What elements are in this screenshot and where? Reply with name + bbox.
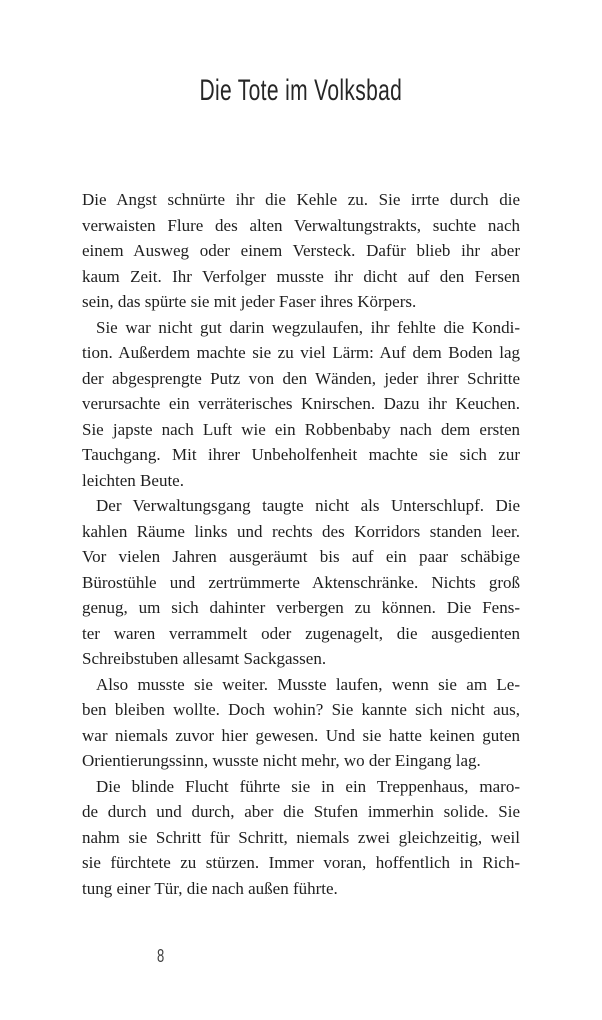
text-line: kahlen Räume links und rechts des Korridors standen leer. xyxy=(82,521,520,541)
text-line: tung einer Tür, die nach außen führte. xyxy=(82,878,338,898)
text-line: Tauchgang. Mit ihrer Unbeholfenheit machte sie sich zur xyxy=(82,445,520,464)
text-line: Schreibstuben allesamt Sackgassen. xyxy=(82,649,327,668)
text-line: der abgesprengte Putz von den Wänden, jeder ihrer Schritte xyxy=(82,368,520,388)
text-line: ter waren verrammelt oder zugenagelt, die ausgedienten xyxy=(82,623,520,643)
text-line: kaum Zeit. Ihr Verfolger musste ihr dicht auf den Fersen xyxy=(82,266,520,286)
text-line: verursachte ein verräterisches Knirschen. Dazu ihr Keuchen. xyxy=(82,394,520,413)
paragraph xyxy=(82,315,520,494)
text-line: Vor vielen Jahren ausgeräumt bis auf ein paar schäbige xyxy=(82,547,520,566)
page-body xyxy=(82,187,520,901)
text-line: nahm sie Schritt für Schritt, niemals zwei gleichzeitig, weil xyxy=(82,827,520,847)
text-line: Die Angst schnürte ihr die Kehle zu. Sie irrte durch die xyxy=(82,190,520,209)
chapter-title xyxy=(0,73,602,109)
text-line: Orientierungssinn, wusste nicht mehr, wo der Eingang lag. xyxy=(82,751,481,770)
text-line: sie fürchtete zu stürzen. Immer voran, hoffentlich in Rich- xyxy=(82,853,520,872)
paragraph xyxy=(82,672,520,774)
text-line: einem Ausweg oder einem Versteck. Dafür blieb ihr aber xyxy=(82,241,520,260)
text-line: Sie japste nach Luft wie ein Robbenbaby nach dem ersten xyxy=(82,419,520,439)
text-line: de durch und durch, aber die Stufen immerhin solide. Sie xyxy=(82,802,520,821)
text-line: Der Verwaltungsgang taugte nicht als Unterschlupf. Die xyxy=(96,496,520,515)
text-line: sein, das spürte sie mit jeder Faser ihres Körpers. xyxy=(82,292,417,311)
text-line: Bürostühle und zertrümmerte Aktenschränke. Nichts groß xyxy=(82,572,520,592)
text-line: Sie war nicht gut darin wegzulaufen, ihr fehlte die Kondi- xyxy=(96,317,520,337)
text-line: leichten Beute. xyxy=(82,470,184,490)
text-line: verwaisten Flure des alten Verwaltungstrakts, suchte nach xyxy=(82,215,520,235)
page-number xyxy=(157,947,167,965)
page-number-text: 8 xyxy=(157,946,165,966)
text-line: Also musste sie weiter. Musste laufen, wenn sie am Le- xyxy=(96,674,520,694)
paragraph xyxy=(82,774,520,902)
text-line: war niemals zuvor hier gewesen. Und sie hatte keinen guten xyxy=(82,725,520,745)
text-line: tion. Außerdem machte sie zu viel Lärm: Auf dem Boden lag xyxy=(82,343,520,362)
text-line: genug, um sich dahinter verbergen zu können. Die Fens- xyxy=(82,598,520,617)
chapter-title-text: Die Tote im Volksbad xyxy=(199,74,403,107)
text-line: ben bleiben wollte. Doch wohin? Sie kannte sich nicht aus, xyxy=(82,700,520,719)
paragraph xyxy=(82,493,520,672)
paragraph xyxy=(82,187,520,315)
text-line: Die blinde Flucht führte sie in ein Treppenhaus, maro- xyxy=(96,776,520,796)
